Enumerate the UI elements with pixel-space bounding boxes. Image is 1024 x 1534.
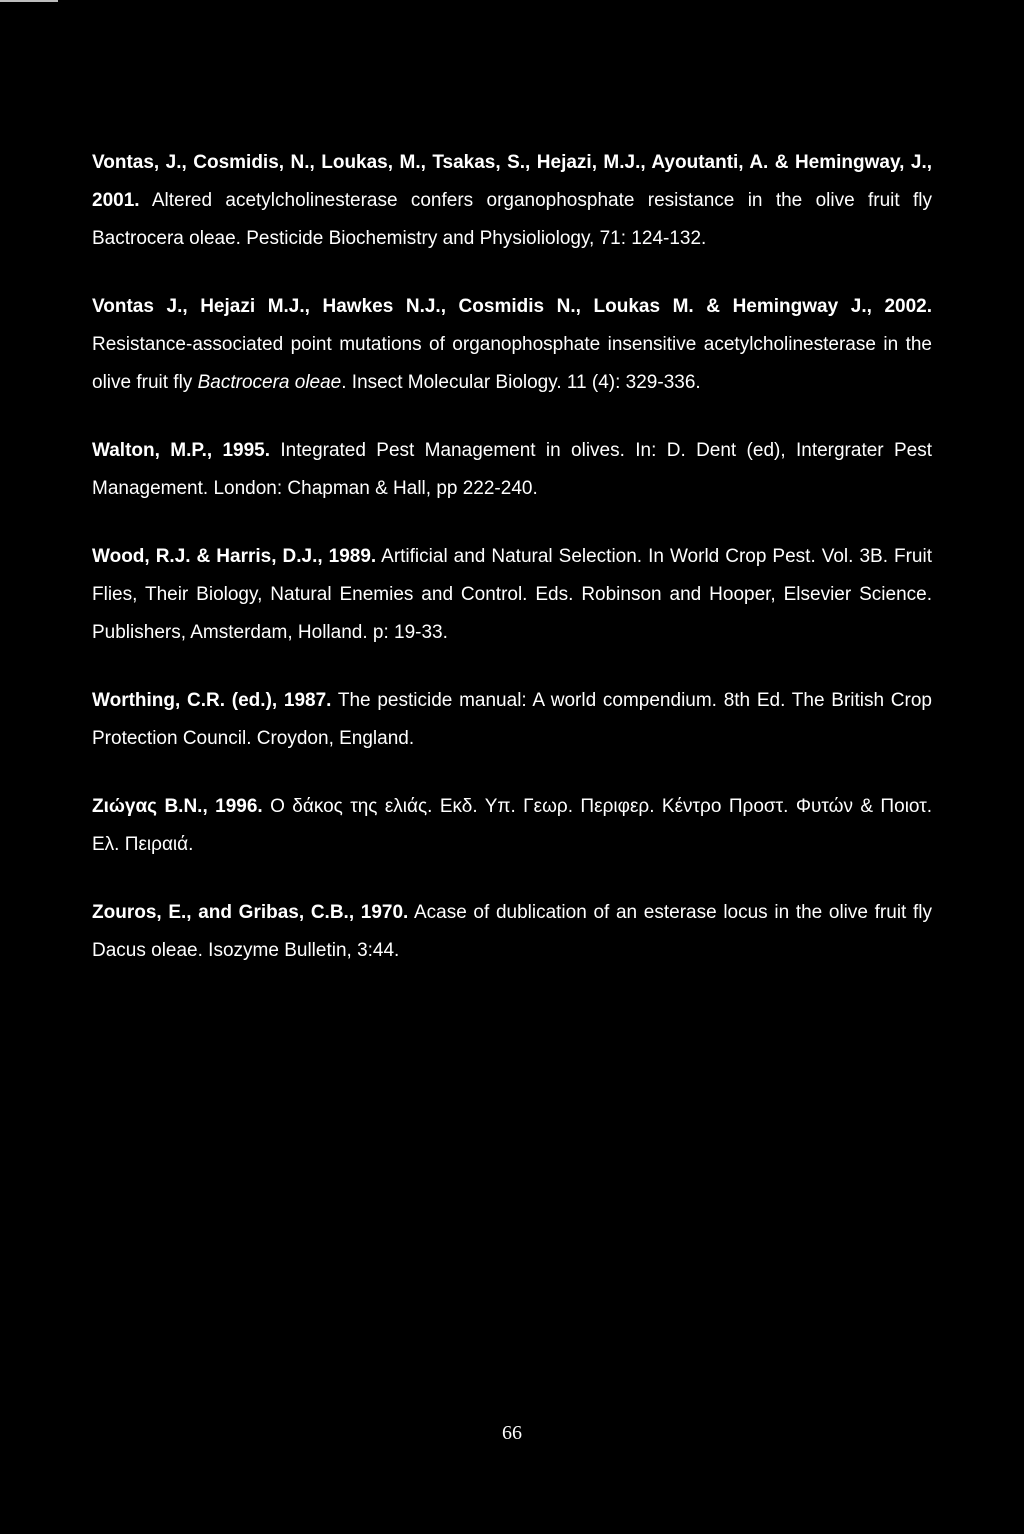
reference-authors: Zouros, E., and Gribas, C.B., 1970. bbox=[92, 902, 409, 923]
reference-authors: Worthing, C.R. (ed.), 1987. bbox=[92, 690, 332, 711]
reference-text: Resistance-associated point mutations of organophosphate insensitive acetylcholinesterase in the olive fruit fly bbox=[92, 334, 932, 393]
reference-entry bbox=[92, 144, 932, 258]
reference-entry bbox=[92, 788, 932, 864]
reference-text: Acase of dublication of an esterase locus in the olive fruit fly Dacus oleae. Isozyme Bulletin, 3:44. bbox=[92, 902, 932, 961]
reference-text: Artificial and Natural Selection. In World Crop Pest. Vol. 3B. Fruit Flies, Their Biology, Natural Enemies and Control. Eds. Robinson and Hooper, Elsevier Science. Publishers, Amsterdam, Holland. p: 19-33. bbox=[92, 546, 932, 643]
reference-authors: Vontas J., Hejazi M.J., Hawkes N.J., Cosmidis N., Loukas M. & Hemingway J., 2002. bbox=[92, 296, 932, 317]
reference-entry bbox=[92, 682, 932, 758]
reference-text: Integrated Pest Management in olives. In: D. Dent (ed), Intergrater Pest Management. London: Chapman & Hall, pp 222-240. bbox=[92, 440, 932, 499]
reference-species-italic: Bactrocera oleae bbox=[197, 372, 342, 393]
reference-authors: Vontas, J., Cosmidis, N., Loukas, M., Tsakas, S., Hejazi, M.J., Ayoutanti, A. & Hemingway, J., 2001. bbox=[92, 152, 932, 211]
reference-text: The pesticide manual: A world compendium. 8th Ed. The British Crop Protection Council. Croydon, England. bbox=[92, 690, 932, 749]
page-number: 66 bbox=[502, 1422, 522, 1444]
reference-entry bbox=[92, 432, 932, 508]
reference-authors: Walton, M.P., 1995. bbox=[92, 440, 271, 461]
reference-text: Altered acetylcholinesterase confers organophosphate resistance in the olive fruit fly Bactrocera oleae. Pesticide Biochemistry and Physioliology, 71: 124-132. bbox=[92, 190, 932, 249]
reference-entry bbox=[92, 894, 932, 970]
reference-authors: Ζιώγας Β.Ν., 1996. bbox=[92, 796, 263, 817]
scan-edge-rule bbox=[0, 0, 58, 2]
reference-text: Ο δάκος της ελιάς. Εκδ. Υπ. Γεωρ. Περιφερ. Κέντρο Προστ. Φυτών & Ποιοτ. Ελ. Πειραιά. bbox=[92, 796, 932, 855]
reference-entry bbox=[92, 538, 932, 652]
reference-entry bbox=[92, 288, 932, 402]
reference-authors: Wood, R.J. & Harris, D.J., 1989. bbox=[92, 546, 377, 567]
reference-text-continued: . Insect Molecular Biology. 11 (4): 329-336. bbox=[341, 372, 701, 393]
reference-list bbox=[92, 144, 932, 1000]
